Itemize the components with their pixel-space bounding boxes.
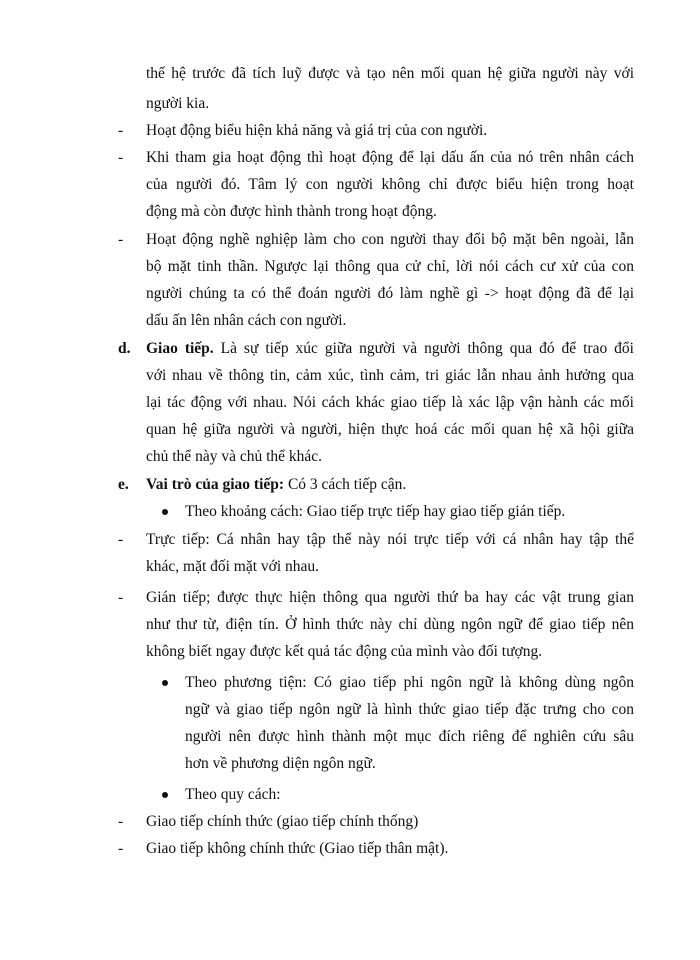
dash-marker: - bbox=[118, 589, 124, 606]
section-d-line: chủ thể này và chủ thể khác. bbox=[146, 448, 323, 465]
list-item-line: Hoạt động nghề nghiệp làm cho con người thay đổi bộ mặt bên ngoài, lẫn bbox=[146, 231, 634, 248]
bullet-item: Theo quy cách: bbox=[185, 786, 281, 803]
list-item: Hoạt động biểu hiện khả năng và giá trị của con người. bbox=[146, 122, 488, 139]
list-item-line: như thư từ, điện tín. Ở hình thức này chỉ dùng ngôn ngữ để giao tiếp nên bbox=[146, 616, 634, 633]
dash-marker: - bbox=[118, 531, 124, 548]
bullet-item: Theo khoảng cách: Giao tiếp trực tiếp hay giao tiếp gián tiếp. bbox=[185, 503, 566, 520]
list-item-line: khác, mặt đối mặt với nhau. bbox=[146, 558, 320, 575]
bullet-icon bbox=[162, 509, 168, 515]
section-e-title: Vai trò của giao tiếp: bbox=[146, 476, 285, 493]
list-item-line: người chúng ta có thể đoán người đó làm nghề gì -> hoạt động đã để lại bbox=[146, 285, 634, 302]
dash-marker: - bbox=[118, 840, 124, 857]
paragraph-line: người kia. bbox=[146, 95, 210, 112]
section-d-line: lại tác động với nhau. Nói cách khác giao tiếp là xác lập vận hành các mối bbox=[146, 394, 634, 411]
section-marker-e: e. bbox=[118, 476, 129, 493]
list-item-line: Gián tiếp; được thực hiện thông qua người thứ ba hay các vật trung gian bbox=[146, 589, 634, 606]
list-item-line: không biết ngay được kết quả tác động của mình vào đối tượng. bbox=[146, 643, 543, 660]
list-item-line: bộ mặt tinh thần. Ngược lại thông qua cử chỉ, lời nói cách cư xử của con bbox=[146, 258, 634, 275]
section-e-text: Có 3 cách tiếp cận. bbox=[284, 476, 407, 493]
list-item: Giao tiếp không chính thức (Giao tiếp thân mật). bbox=[146, 840, 449, 857]
bullet-item-line: ngữ và giao tiếp ngôn ngữ là hình thức giao tiếp đặc trưng cho con bbox=[185, 701, 634, 718]
paragraph-line: thế hệ trước đã tích luỹ được và tạo nên mối quan hệ giữa người này với bbox=[146, 65, 634, 82]
bullet-item-line: Theo phương tiện: Có giao tiếp phi ngôn ngữ là không dùng ngôn bbox=[185, 674, 634, 691]
bullet-item-line: hơn về phương diện ngôn ngữ. bbox=[185, 755, 376, 772]
section-e-heading bbox=[146, 475, 406, 495]
list-item-line: của người đó. Tâm lý con người không chỉ được biểu hiện trong hoạt bbox=[146, 176, 634, 193]
dash-marker: - bbox=[118, 149, 124, 166]
section-d-heading bbox=[146, 339, 634, 359]
section-marker-d: d. bbox=[118, 340, 131, 357]
section-d-title: Giao tiếp. bbox=[146, 340, 214, 357]
list-item-line: động mà còn được hình thành trong hoạt động. bbox=[146, 203, 437, 220]
section-d-text: Là sự tiếp xúc giữa người và người thông qua đó để trao đổi bbox=[213, 340, 634, 357]
dash-marker: - bbox=[118, 231, 124, 248]
list-item-line: Trực tiếp: Cá nhân hay tập thể này nói trực tiếp với cá nhân hay tập thể bbox=[146, 531, 634, 548]
bullet-icon bbox=[162, 792, 168, 798]
bullet-icon bbox=[162, 680, 168, 686]
list-item-line: dấu ấn lên nhân cách con người. bbox=[146, 312, 347, 329]
section-d-line: quan hệ giữa người và người, hiện thực hoá các mối quan hệ xã hội giữa bbox=[146, 421, 634, 438]
section-d-line: với nhau về thông tin, cảm xúc, tình cảm, tri giác lẫn nhau ảnh hưởng qua bbox=[146, 367, 634, 384]
list-item-line: Khi tham gia hoạt động thì hoạt động để lại dấu ấn của nó trên nhân cách bbox=[146, 149, 634, 166]
dash-marker: - bbox=[118, 813, 124, 830]
bullet-item-line: người nên được hình thành một mục đích riêng để nghiên cứu sâu bbox=[185, 728, 634, 745]
dash-marker: - bbox=[118, 122, 124, 139]
list-item: Giao tiếp chính thức (giao tiếp chính thống) bbox=[146, 813, 419, 830]
